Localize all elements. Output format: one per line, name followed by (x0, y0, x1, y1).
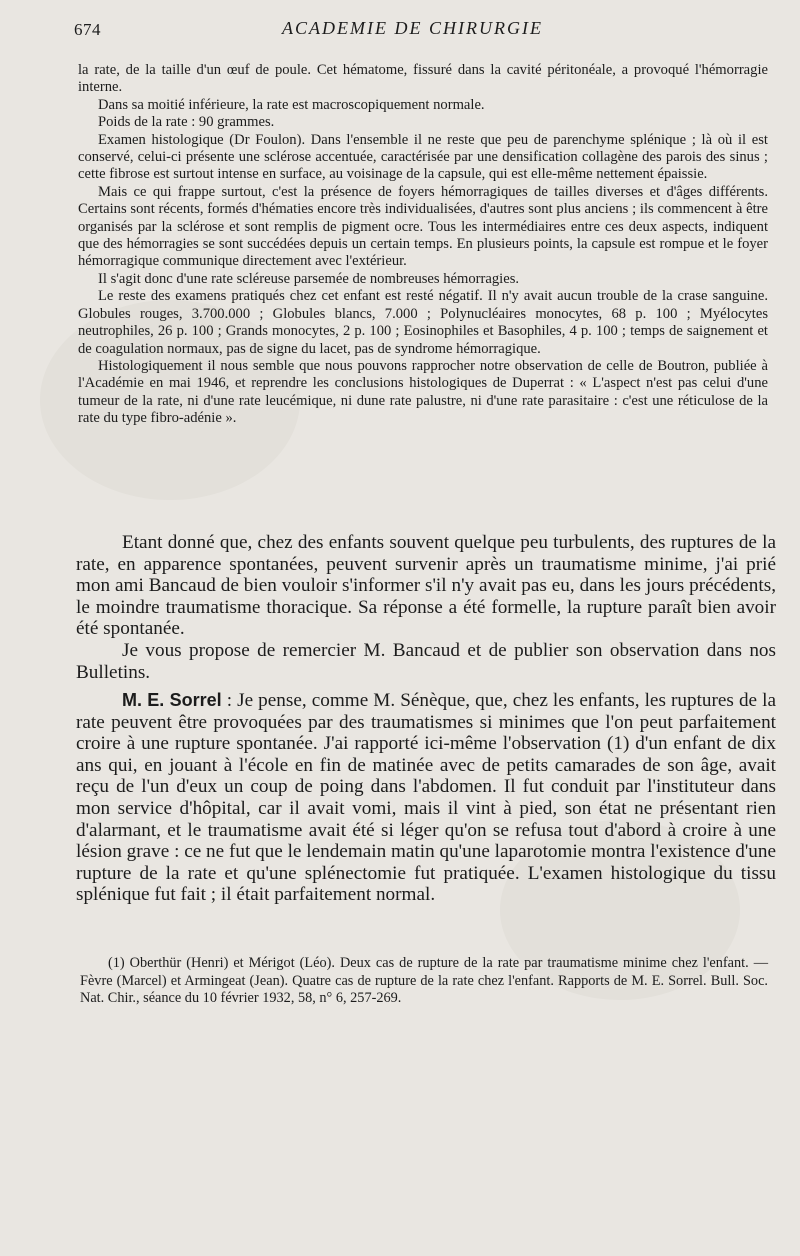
observation-paragraph: Dans sa moitié inférieure, la rate est macroscopiquement normale. (98, 96, 485, 113)
speaker-name: M. E. Sorrel (122, 690, 222, 710)
intervention-text (76, 690, 776, 906)
intervention-paragraph (76, 690, 776, 906)
commentary-paragraph: Etant donné que, chez des enfants souvent quelque peu turbulents, des ruptures de la rate, en apparence spontanées, peuvent survenir après un traumatisme minime, j'ai prié mon ami Bancaud de bien vouloir s'informer s'il n'y avait pas eu, dans les jours précédents, le moindre traumatisme thoracique. Sa réponse a été formelle, la rupture paraît bien avoir été spontanée. (76, 532, 776, 640)
footnote (80, 955, 768, 1008)
observation-paragraph: Histologiquement il nous semble que nous pouvons rapprocher notre observation de celle de Boutron, publiée à l'Académie en mai 1946, et reprendre les conclusions histologiques de Duperrat : « L'aspect n'est pas celui d'une tumeur de la rate, ni d'une rate leucémique, ni dune rate palustre, ni d'une rate parasitaire : c'est une réticulose de la rate du type fibro-adénie ». (78, 357, 768, 427)
observation-paragraph: Le reste des examens pratiqués chez cet enfant est resté négatif. Il n'y avait aucun trouble de la crase sanguine. Globules rouges, 3.700.000 ; Globules blancs, 7.000 ; Polynucléaires monocytes, 68 p. 100 ; Myélocytes neutrophiles, 26 p. 100 ; Grands monocytes, 2 p. 100 ; Eosinophiles et Basophiles, 4 p. 100 ; temps de saignement et de coagulation normaux, pas de signe du lacet, pas de syndrome hémorragique. (78, 288, 768, 357)
running-head (62, 18, 762, 44)
journal-title: ACADEMIE DE CHIRURGIE (282, 18, 543, 38)
observation-text (78, 62, 768, 428)
observation-paragraph: Mais ce qui frappe surtout, c'est la présence de foyers hémorragiques de tailles diverses et d'âges différents. Certains sont récents, formés d'hématies encore très individualisées, d'autres sont plus anciens ; ils commencent à être organisés par la sclérose et sont remplis de pigment ocre. Tous les intermédiaires entre ces deux aspects, indiquent que des hémorragies se sont succédées depuis un certain temps. En plusieurs points, la capsule est rompue et le foyer hémorragique communique directement avec l'extérieur. (78, 183, 768, 270)
footnote-text: (1) Oberthür (Henri) et Mérigot (Léo). Deux cas de rupture de la rate par traumatisme minime chez l'enfant. — Fèvre (Marcel) et Armingeat (Jean). Quatre cas de rupture de la rate chez l'enfant. Rapports de M. E. Sorrel. Bull. Soc. Nat. Chir., séance du 10 février 1932, 58, n° 6, 257-269. (80, 955, 768, 1007)
commentary-text (76, 532, 776, 683)
intervention-body: : Je pense, comme M. Sénèque, que, chez les enfants, les ruptures de la rate peuvent être provoquées par des traumatismes si minimes que l'on peut parfaitement croire à une rupture spontanée. J'ai rapporté ici-même l'observation (1) d'un enfant de dix ans qui, en jouant à l'école en fin de matinée avec de petits camarades de son âge, avait reçu de l'un d'eux un coup de poing dans l'abdomen. Il fut conduit par l'instituteur dans mon service d'hôpital, car il avait vomi, mais il vint à pied, son état ne présentant rien d'alarmant, et le traumatisme avait été si léger qu'on se refusa tout d'abord à croire à une lésion grave : ce ne fut que le lendemain matin qu'une laparotomie montra l'existence d'une rupture de la rate et qu'une splénectomie fut pratiquée. L'examen histologique du tissu splénique fut fait ; il était parfaitement normal. (76, 690, 776, 906)
observation-paragraph: Poids de la rate : 90 grammes. (98, 114, 275, 131)
observation-paragraph: Examen histologique (Dr Foulon). Dans l'ensemble il ne reste que peu de parenchyme splénique ; là où il est conservé, celui-ci présente une sclérose accentuée, caractérisée par une densification collagène des parois des sinus ; cette fibrose est surtout intense en surface, au voisinage de la capsule, qui est elle-même nettement épaissie. (78, 131, 768, 183)
observation-paragraph: Il s'agit donc d'une rate scléreuse parsemée de nombreuses hémorragies. (98, 270, 520, 287)
observation-paragraph: la rate, de la taille d'un œuf de poule. Cet hématome, fissuré dans la cavité péritonéale, a provoqué l'hémorragie interne. (78, 62, 768, 96)
commentary-paragraph: Je vous propose de remercier M. Bancaud et de publier son observation dans nos Bulletins. (76, 639, 776, 683)
page-number: 674 (74, 20, 101, 39)
